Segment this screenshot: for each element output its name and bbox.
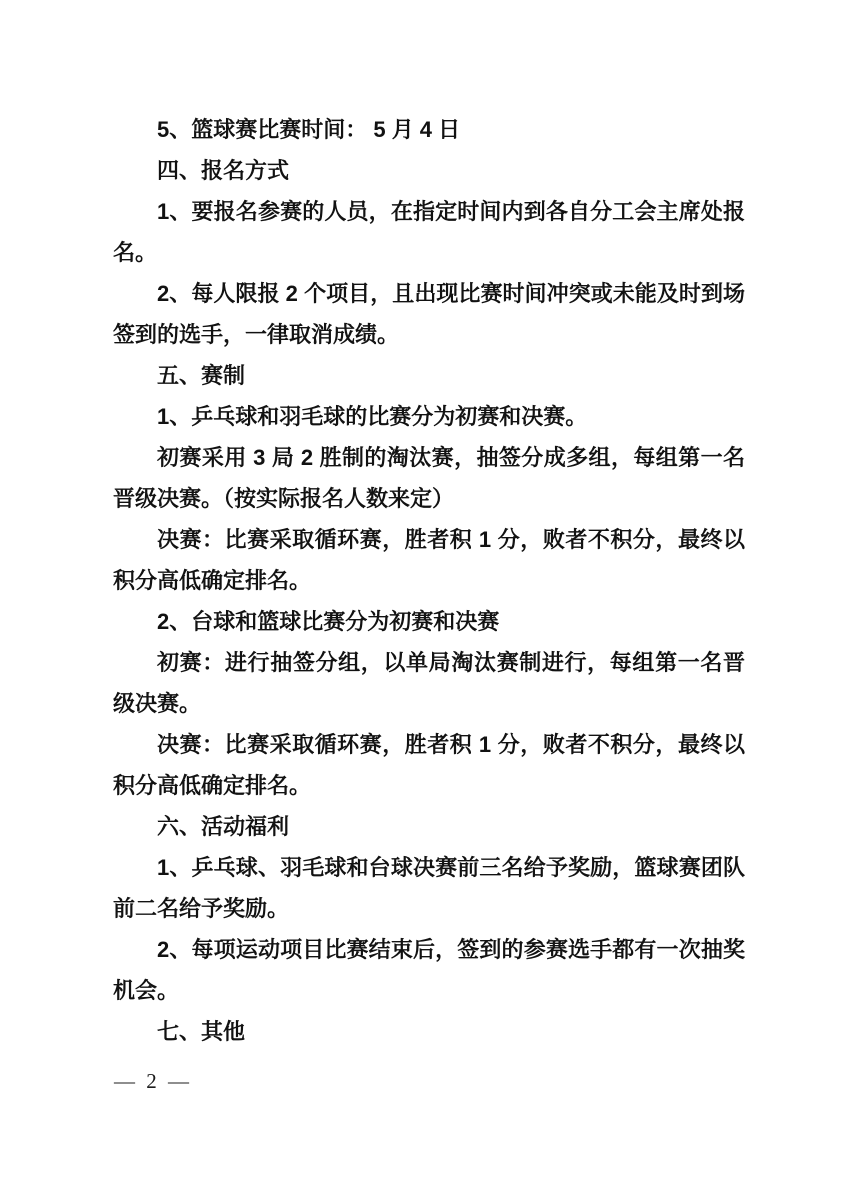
text-line: 机会。 [113, 978, 180, 1003]
text-line: 名。 [113, 240, 158, 265]
text-line: 积分高低确定排名。 [113, 773, 312, 798]
text-line: 2、每人限报 2 个项目，且出现比赛时间冲突或未能及时到场 [157, 281, 745, 306]
text-line: 1、要报名参赛的人员，在指定时间内到各自分工会主席处报 [157, 199, 745, 224]
text-line: 晋级决赛。（按实际报名人数来定） [113, 486, 455, 511]
text-line: 决赛：比赛采取循环赛，胜者积 1 分，败者不积分，最终以 [157, 527, 745, 552]
text-line: 前二名给予奖励。 [113, 896, 290, 921]
text-line: 2、台球和篮球比赛分为初赛和决赛 [157, 609, 500, 634]
text-line: 级决赛。 [113, 691, 202, 716]
text-line: 初赛：进行抽签分组，以单局淘汰赛制进行，每组第一名晋 [157, 650, 745, 675]
document-body [113, 109, 745, 1052]
text-line: 决赛：比赛采取循环赛，胜者积 1 分，败者不积分，最终以 [157, 732, 745, 757]
text-line: 1、乒乓球和羽毛球的比赛分为初赛和决赛。 [157, 404, 588, 429]
text-line: 四、报名方式 [157, 158, 290, 183]
text-line: 六、活动福利 [157, 814, 290, 839]
page-number: — 2 — [114, 1069, 192, 1093]
text-line: 2、每项运动项目比赛结束后，签到的参赛选手都有一次抽奖 [157, 937, 745, 962]
text-line: 五、赛制 [157, 363, 246, 388]
text-line: 签到的选手，一律取消成绩。 [113, 322, 400, 347]
text-line: 1、乒乓球、羽毛球和台球决赛前三名给予奖励，篮球赛团队 [157, 855, 745, 880]
text-line: 积分高低确定排名。 [113, 568, 312, 593]
text-line: 5、篮球赛比赛时间： 5 月 4 日 [157, 117, 461, 142]
text-line: 七、其他 [157, 1019, 246, 1044]
text-line: 初赛采用 3 局 2 胜制的淘汰赛，抽签分成多组，每组第一名 [157, 445, 745, 470]
